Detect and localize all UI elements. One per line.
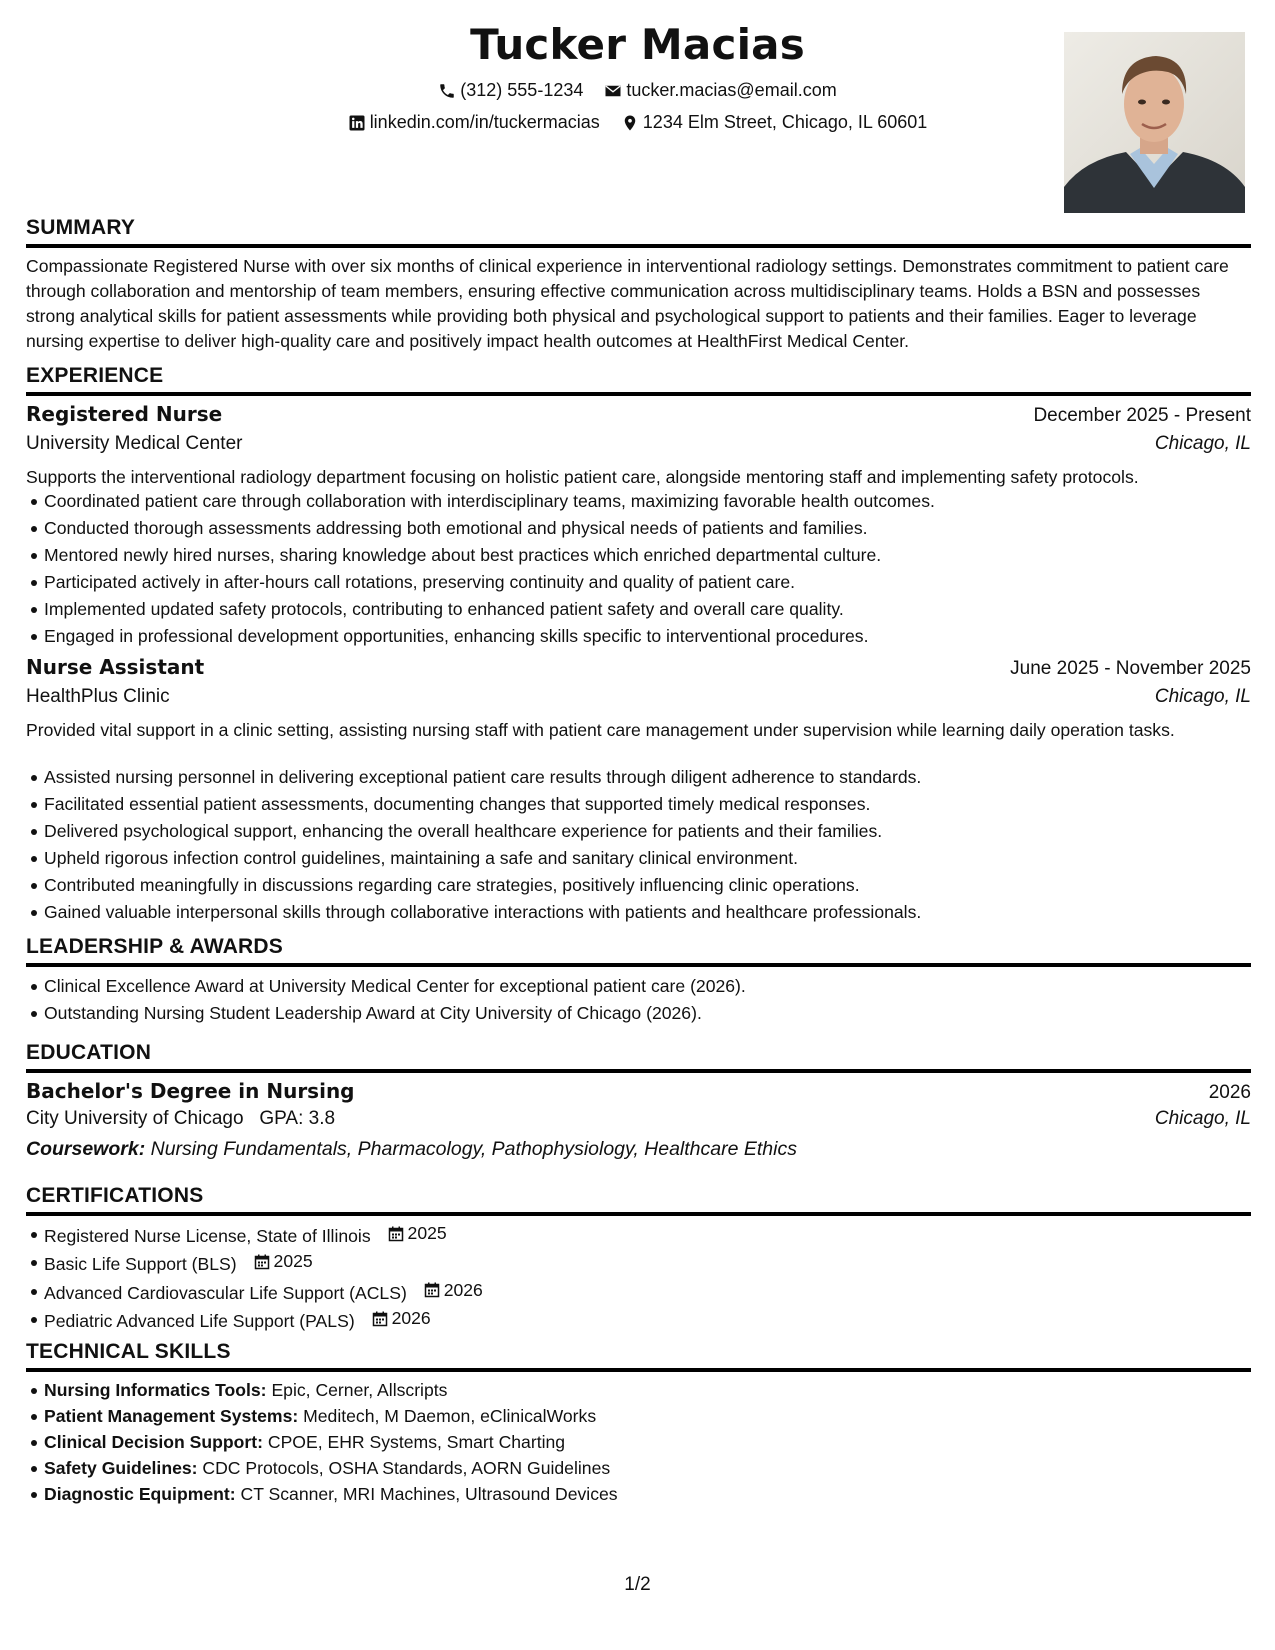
certifications-list: [26, 1221, 1269, 1334]
school-info: [26, 1108, 335, 1130]
job-bullets: [26, 488, 1269, 650]
list-item: Participated actively in after-hours call rotations, preserving continuity and quality of patient care.: [44, 569, 1269, 596]
section-title-education: EDUCATION: [26, 1041, 152, 1064]
job-org-row: [26, 686, 1251, 708]
skill-category: Diagnostic Equipment:: [44, 1484, 236, 1504]
school-name: City University of Chicago: [26, 1108, 244, 1129]
list-item: Implemented updated safety protocols, contributing to enhanced patient safety and overall care quality.: [44, 596, 1269, 623]
certification-name: Registered Nurse License, State of Illinois: [44, 1225, 371, 1246]
address-text: 1234 Elm Street, Chicago, IL 60601: [642, 112, 928, 132]
awards-list: [26, 973, 1269, 1027]
coursework-list: Nursing Fundamentals, Pharmacology, Pathophysiology, Healthcare Ethics: [150, 1138, 797, 1160]
skill-category: Clinical Decision Support:: [44, 1432, 263, 1452]
job-organization: HealthPlus Clinic: [26, 686, 170, 707]
certification-year: 2025: [407, 1223, 447, 1243]
list-item: [44, 1455, 1269, 1481]
envelope-icon: [604, 82, 622, 100]
certification-date: [388, 1221, 447, 1247]
job-organization: University Medical Center: [26, 433, 243, 454]
list-item: Gained valuable interpersonal skills through collaborative interactions with patients and healthcare professionals.: [44, 899, 1269, 926]
candidate-name: Tucker Macias: [470, 20, 805, 69]
list-item: Conducted thorough assessments addressing both emotional and physical needs of patients and families.: [44, 515, 1269, 542]
graduation-year: 2026: [1208, 1082, 1251, 1103]
school-location: Chicago, IL: [1154, 1108, 1251, 1129]
skill-values: CPOE, EHR Systems, Smart Charting: [267, 1432, 566, 1452]
job-dates: December 2025 - Present: [1033, 405, 1251, 426]
job-description: Supports the interventional radiology department focusing on holistic patient care, alongside mentoring staff and implementing safety protocols.: [26, 467, 1139, 487]
list-item: [44, 1221, 1269, 1249]
certification-date: [372, 1306, 431, 1332]
list-item: [44, 1429, 1269, 1455]
list-item: [44, 1377, 1269, 1403]
linkedin-text[interactable]: linkedin.com/in/tuckermacias: [369, 112, 600, 132]
list-item: Mentored newly hired nurses, sharing knowledge about best practices which enriched departmental culture.: [44, 542, 1269, 569]
page-number: 1/2: [624, 1574, 651, 1595]
certification-name: Basic Life Support (BLS): [44, 1254, 237, 1274]
list-item: Upheld rigorous infection control guidelines, maintaining a safe and sanitary clinical environment.: [44, 845, 1269, 872]
coursework-label: Coursework:: [26, 1138, 146, 1160]
email-contact[interactable]: [604, 80, 836, 101]
job-title: Registered Nurse: [26, 402, 223, 426]
skill-category: Patient Management Systems:: [44, 1406, 299, 1426]
skill-category: Nursing Informatics Tools:: [44, 1380, 267, 1400]
certification-year: 2026: [443, 1279, 483, 1300]
calendar-icon: [424, 1282, 440, 1298]
certification-date: [254, 1249, 313, 1275]
section-divider: [26, 1212, 1251, 1216]
list-item: [44, 1278, 1269, 1306]
linkedin-contact[interactable]: [348, 112, 600, 133]
job-location: Chicago, IL: [1154, 433, 1251, 454]
list-item: Outstanding Nursing Student Leadership Award at City University of Chicago (2026).: [44, 1000, 1269, 1027]
email-text[interactable]: tucker.macias@email.com: [626, 80, 837, 100]
phone-icon: [438, 82, 456, 100]
job-header: [26, 655, 1251, 680]
list-item: [44, 1306, 1269, 1334]
map-pin-icon: [621, 114, 639, 132]
education-header: [26, 1079, 1251, 1104]
skills-list: [26, 1377, 1269, 1507]
job-title: Nurse Assistant: [26, 655, 205, 679]
calendar-icon: [388, 1226, 404, 1242]
job-description: Provided vital support in a clinic setting, assisting nursing staff with patient care management under supervision while learning daily operation tasks.: [26, 720, 1175, 740]
section-title-summary: SUMMARY: [26, 216, 136, 239]
section-divider: [26, 1069, 1251, 1073]
degree-name: Bachelor's Degree in Nursing: [26, 1079, 355, 1103]
education-school-row: [26, 1108, 1251, 1130]
list-item: Clinical Excellence Award at University Medical Center for exceptional patient care (2026).: [44, 973, 1269, 1000]
section-title-leadership: LEADERSHIP & AWARDS: [26, 935, 283, 958]
job-dates: June 2025 - November 2025: [1010, 658, 1251, 679]
skill-values: Epic, Cerner, Allscripts: [271, 1380, 448, 1400]
section-divider: [26, 392, 1251, 396]
address-contact: [621, 112, 928, 133]
section-title-skills: TECHNICAL SKILLS: [26, 1340, 231, 1363]
section-divider: [26, 1368, 1251, 1372]
calendar-icon: [254, 1254, 270, 1270]
job-header: [26, 402, 1251, 427]
certification-name: Pediatric Advanced Life Support (PALS): [44, 1310, 355, 1331]
list-item: [44, 1403, 1269, 1429]
skill-values: CDC Protocols, OSHA Standards, AORN Guidelines: [202, 1458, 611, 1478]
certification-year: 2026: [391, 1307, 431, 1328]
phone-contact: [438, 80, 583, 101]
skill-category: Safety Guidelines:: [44, 1458, 198, 1478]
section-divider: [26, 963, 1251, 967]
section-divider: [26, 244, 1251, 248]
list-item: Coordinated patient care through collaboration with interdisciplinary teams, maximizing favorable health outcomes.: [44, 488, 1269, 515]
certification-name: Advanced Cardiovascular Life Support (ACLS): [44, 1282, 407, 1303]
skill-values: CT Scanner, MRI Machines, Ultrasound Devices: [240, 1484, 618, 1504]
list-item: [44, 1249, 1269, 1277]
summary-text: Compassionate Registered Nurse with over six months of clinical experience in interventional radiology settings. Demonstrates commitment to patient care through collaboration and mentorship of team members, ensuring effective communication across multidisciplinary teams. Holds a BSN and possesses strong analytical skills for patient assessments while providing both physical and psychological support to patients and their families. Eager to leverage nursing expertise to deliver high-quality care and positively impact health outcomes at HealthFirst Medical Center.: [26, 256, 1229, 351]
coursework: [26, 1138, 797, 1161]
list-item: [44, 1481, 1269, 1507]
list-item: Contributed meaningfully in discussions regarding care strategies, positively influencing clinic operations.: [44, 872, 1269, 899]
list-item: Assisted nursing personnel in delivering exceptional patient care results through diligent adherence to standards.: [44, 764, 1269, 791]
list-item: Facilitated essential patient assessments, documenting changes that supported timely medical responses.: [44, 791, 1269, 818]
section-title-certifications: CERTIFICATIONS: [26, 1184, 204, 1207]
job-bullets: [26, 764, 1269, 926]
linkedin-icon: [348, 114, 366, 132]
skill-values: Meditech, M Daemon, eClinicalWorks: [303, 1406, 597, 1426]
list-item: Delivered psychological support, enhancing the overall healthcare experience for patients and their families.: [44, 818, 1269, 845]
profile-photo: [1064, 32, 1245, 213]
certification-date: [424, 1278, 483, 1304]
calendar-icon: [372, 1311, 388, 1327]
certification-year: 2025: [273, 1251, 313, 1272]
job-location: Chicago, IL: [1154, 686, 1251, 707]
phone-text: (312) 555-1234: [460, 80, 584, 100]
list-item: Engaged in professional development opportunities, enhancing skills specific to interventional procedures.: [44, 623, 1269, 650]
job-org-row: [26, 433, 1251, 455]
section-title-experience: EXPERIENCE: [26, 364, 164, 387]
gpa: GPA: 3.8: [259, 1108, 336, 1129]
